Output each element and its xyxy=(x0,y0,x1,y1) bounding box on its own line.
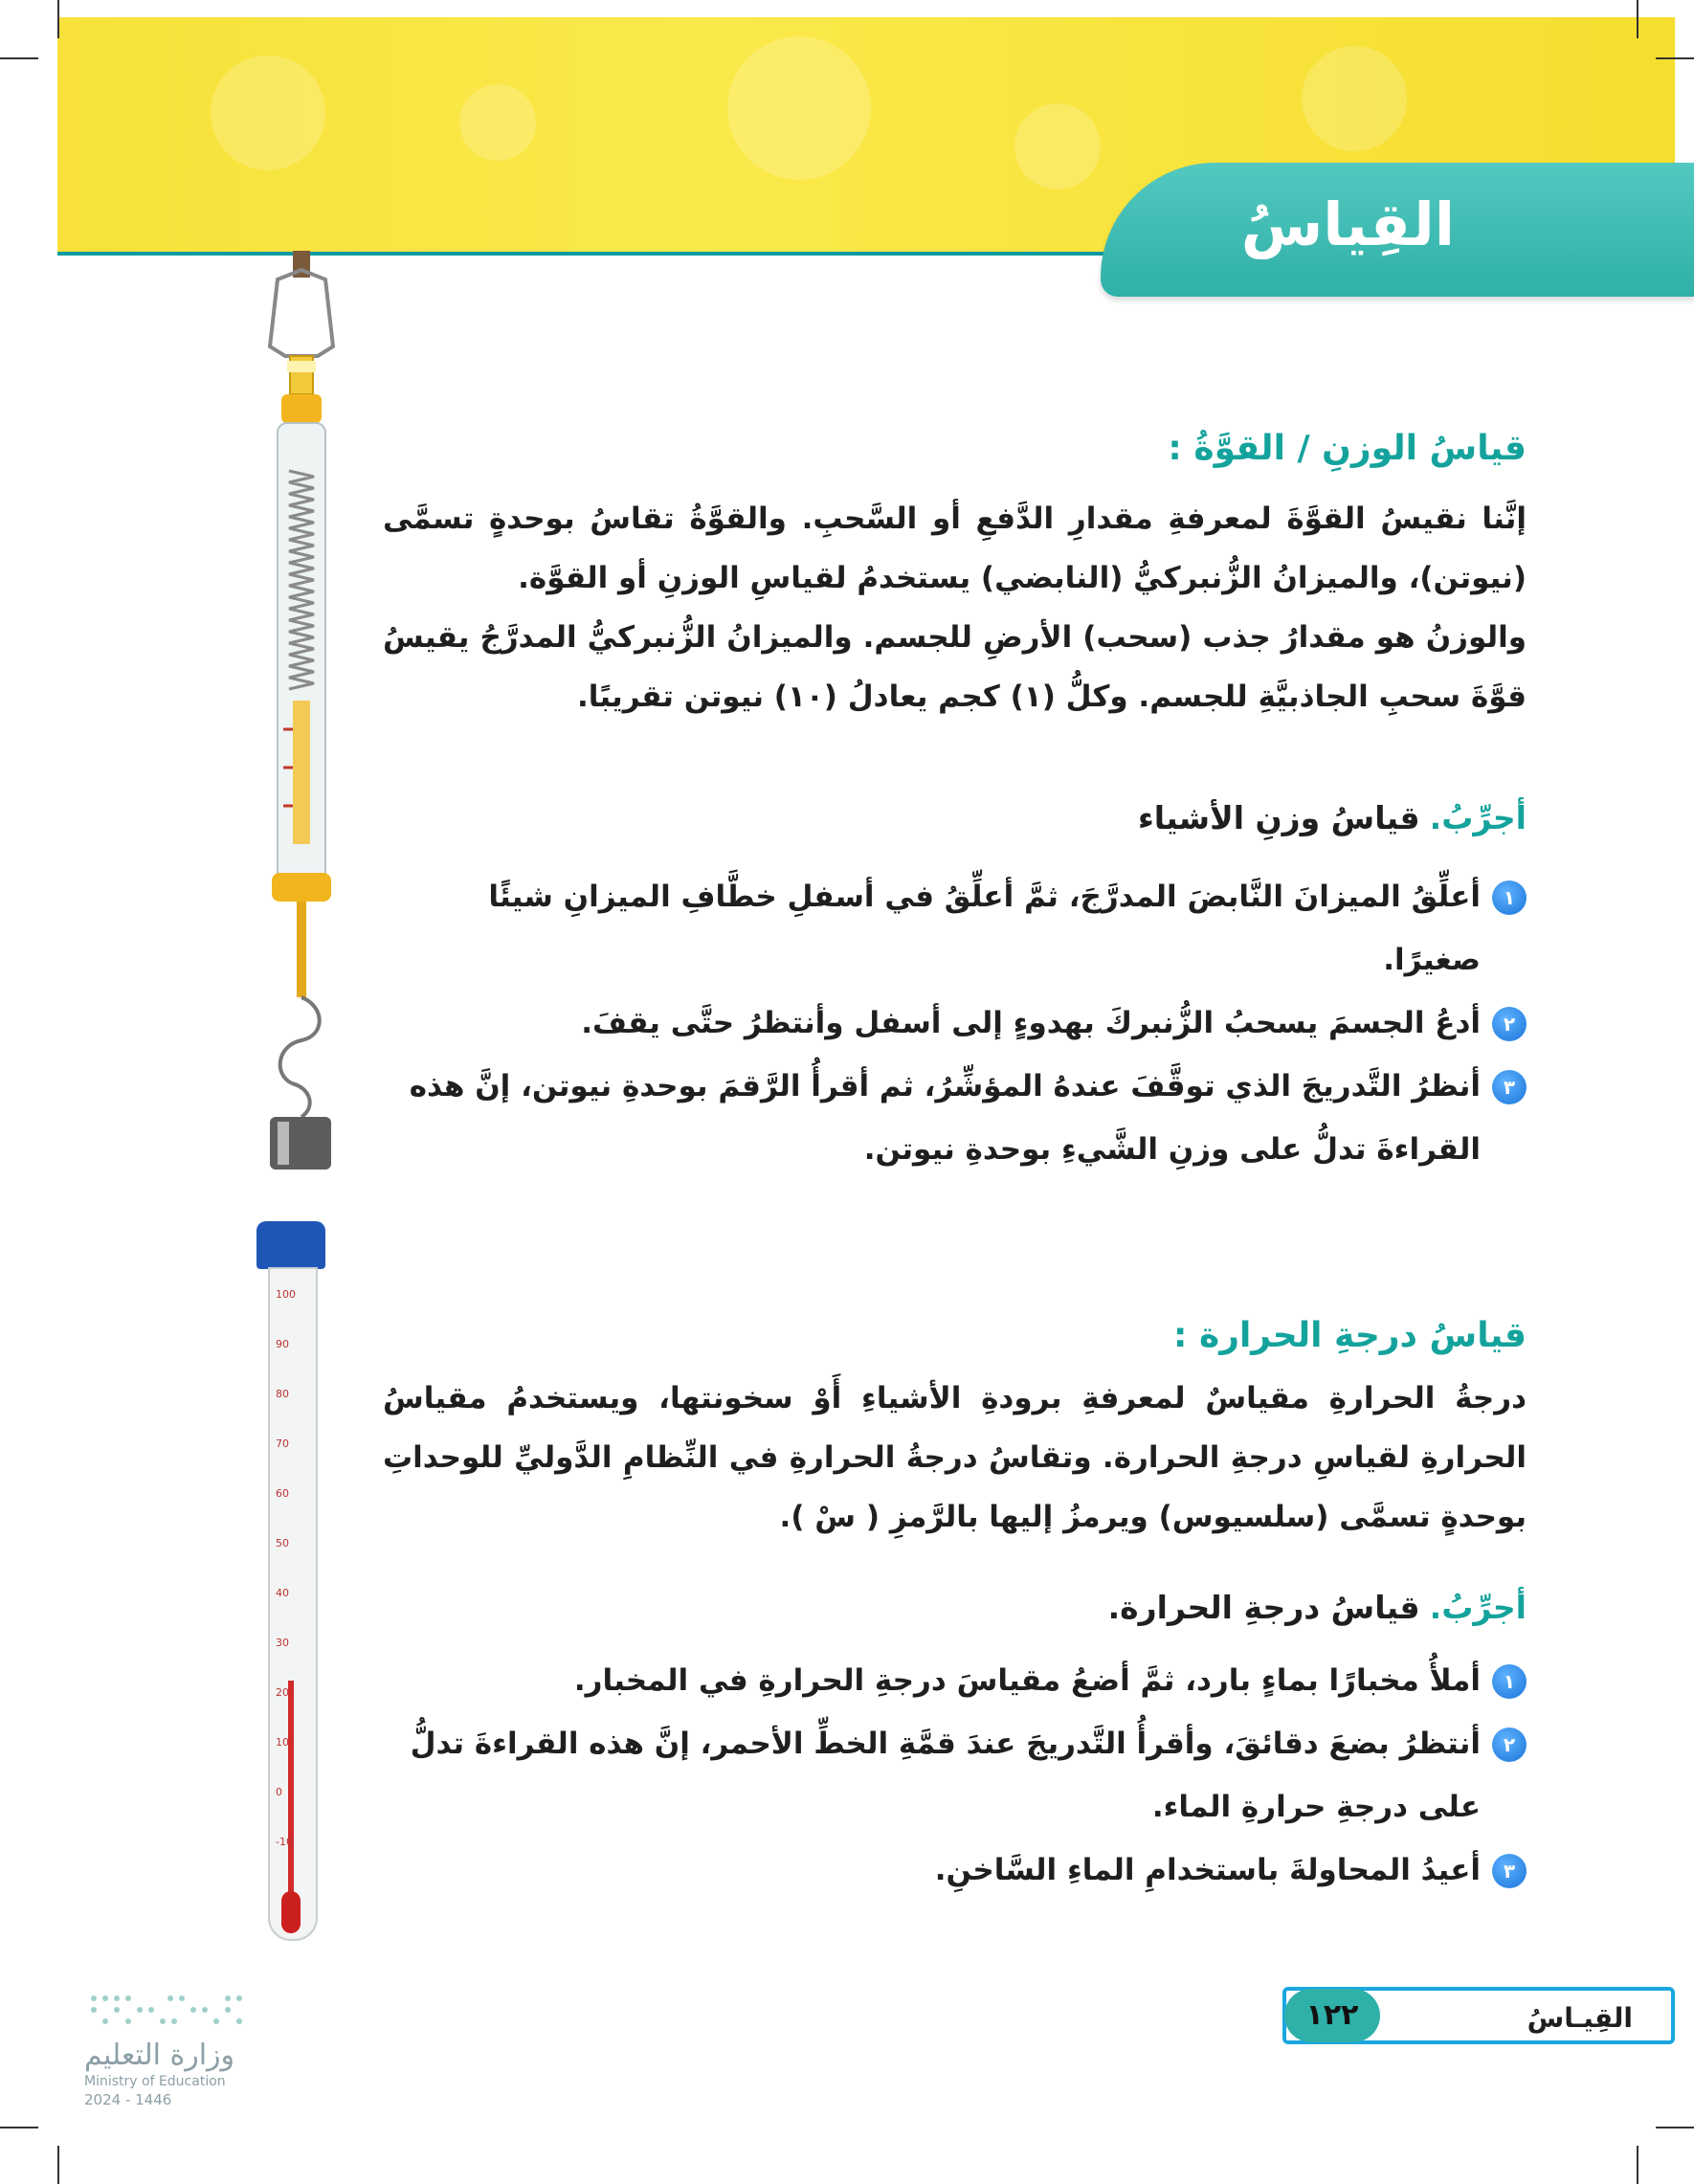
scale-label: -10 xyxy=(276,1836,293,1848)
step-text: أنظرُ التَّدريجَ الذي توقَّفَ عندهُ المؤشِّرُ، ثم أقرأُ الرَّقمَ بوحدةِ نيوتن، إنَّ هذه القراءةَ تدلُّ على وزنِ الشَّيءِ بوحدةِ نيوتن. xyxy=(409,1069,1481,1167)
chapter-title-tab xyxy=(1101,163,1694,297)
list-item xyxy=(383,1649,1527,1712)
list-item xyxy=(383,1055,1527,1181)
try-weight-heading xyxy=(383,799,1527,836)
crop-mark xyxy=(1637,2146,1638,2184)
list-item xyxy=(383,1712,1527,1839)
step-text: أنتظرُ بضعَ دقائقَ، وأقرأُ التَّدريجَ عندَ قمَّةِ الخطِّ الأحمر، إنَّ هذه القراءةَ تدلُّ على درجةِ حرارةِ الماء. xyxy=(410,1727,1481,1824)
step-number-badge: ٣ xyxy=(1492,1854,1527,1888)
try-temperature-heading xyxy=(383,1589,1527,1626)
step-number-badge: ١ xyxy=(1492,1664,1527,1699)
thermometer-image xyxy=(256,1221,325,1949)
scale-label: 30 xyxy=(276,1637,289,1649)
scale-label: 80 xyxy=(276,1388,289,1400)
crop-mark xyxy=(1637,0,1638,38)
list-item xyxy=(383,992,1527,1055)
crop-mark xyxy=(1656,57,1694,59)
step-text: أدعُ الجسمَ يسحبُ الزُّنبركَ بهدوءٍ إلى أسفل وأنتظرُ حتَّى يقفَ. xyxy=(581,1006,1481,1040)
spring-scale-image xyxy=(249,251,354,1170)
temperature-heading: قياسُ درجةِ الحرارة : xyxy=(1173,1316,1527,1355)
step-number-badge: ٢ xyxy=(1492,1727,1527,1762)
crop-mark xyxy=(57,0,59,38)
scale-label: 20 xyxy=(276,1686,289,1699)
list-item xyxy=(383,1839,1527,1902)
ministry-logo xyxy=(84,1991,276,2108)
weight-paragraph-1: إنَّنا نقيسُ القوَّةَ لمعرفةِ مقدارِ الدَّفعِ أو السَّحبِ. والقوَّةُ تقاسُ بوحدةٍ تسمَّى (نيوتن)، والميزانُ الزُّنبركيُّ (النابضي) يستخدمُ لقياسِ الوزنِ أو القوَّة. xyxy=(383,501,1527,595)
step-number-badge: ٢ xyxy=(1492,1007,1527,1041)
try-label: أجرِّبُ. xyxy=(1429,799,1527,836)
try-title: قياسُ وزنِ الأشياء xyxy=(1137,799,1420,836)
scale-label: 70 xyxy=(276,1437,289,1450)
scale-label: 0 xyxy=(276,1786,282,1798)
scale-label: 40 xyxy=(276,1587,289,1599)
page-footer xyxy=(1282,1987,1675,2044)
weight-steps xyxy=(383,865,1527,1181)
page-number: ١٢٢ xyxy=(1284,1989,1380,2042)
ministry-arabic-name: وزارة التعليم xyxy=(84,2039,235,2072)
crop-mark xyxy=(57,2146,59,2184)
step-number-badge: ١ xyxy=(1492,880,1527,915)
ministry-english-name: Ministry of Education xyxy=(84,2074,226,2089)
step-text: أعلِّقُ الميزانَ النَّابضَ المدرَّجَ، ثمَّ أعلِّقُ في أسفلِ خطَّافِ الميزانِ شيئًا صغيرًا. xyxy=(488,880,1481,977)
step-text: أعيدُ المحاولةَ باستخدامِ الماءِ السَّاخنِ. xyxy=(934,1853,1481,1887)
list-item xyxy=(383,865,1527,992)
try-title: قياسُ درجةِ الحرارة. xyxy=(1107,1589,1420,1626)
step-text: أملأُ مخبارًا بماءٍ بارد، ثمَّ أضعُ مقياسَ درجةِ الحرارةِ في المخبار. xyxy=(573,1663,1481,1698)
weight-paragraph-2: والوزنُ هو مقدارُ جذب (سحب) الأرضِ للجسم. والميزانُ الزُّنبركيُّ المدرَّجُ يقيسُ قوَّةَ سحبِ الجاذبيَّةِ للجسم. وكلُّ (١) كجم يعادلُ (١٠) نيوتن تقريبًا. xyxy=(383,620,1527,714)
scale-label: 50 xyxy=(276,1537,289,1549)
page-title: القِياسُ xyxy=(1240,189,1455,259)
temperature-steps xyxy=(383,1649,1527,1902)
step-number-badge: ٣ xyxy=(1492,1070,1527,1104)
weight-heading: قياسُ الوزنِ / القوَّةُ : xyxy=(1168,429,1527,468)
weight-section xyxy=(383,429,1527,1181)
scale-label: 10 xyxy=(276,1736,289,1749)
thermometer-scale xyxy=(276,1288,304,1885)
ministry-year: 2024 - 1446 xyxy=(84,2091,172,2108)
crop-mark xyxy=(0,57,38,59)
temperature-section xyxy=(383,1316,1527,1902)
footer-chapter-label: القِيـاسُ xyxy=(1527,2002,1633,2034)
crop-mark xyxy=(1656,2127,1694,2128)
ministry-dots-icon xyxy=(84,1991,247,2035)
scale-label: 60 xyxy=(276,1487,289,1500)
scale-label: 100 xyxy=(276,1288,296,1301)
crop-mark xyxy=(0,2127,38,2128)
try-label: أجرِّبُ. xyxy=(1429,1589,1527,1626)
scale-label: 90 xyxy=(276,1338,289,1350)
temperature-paragraph: درجةُ الحرارةِ مقياسٌ لمعرفةِ برودةِ الأشياءِ أَوْ سخونتها، ويستخدمُ مقياسُ الحرارةِ لقياسِ درجةِ الحرارة. وتقاسُ درجةُ الحرارةِ في النِّظامِ الدَّوليِّ للوحداتِ بوحدةٍ تسمَّى (سلسيوس) ويرمزُ إليها بالرَّمزِ ( سْ ). xyxy=(383,1381,1527,1534)
